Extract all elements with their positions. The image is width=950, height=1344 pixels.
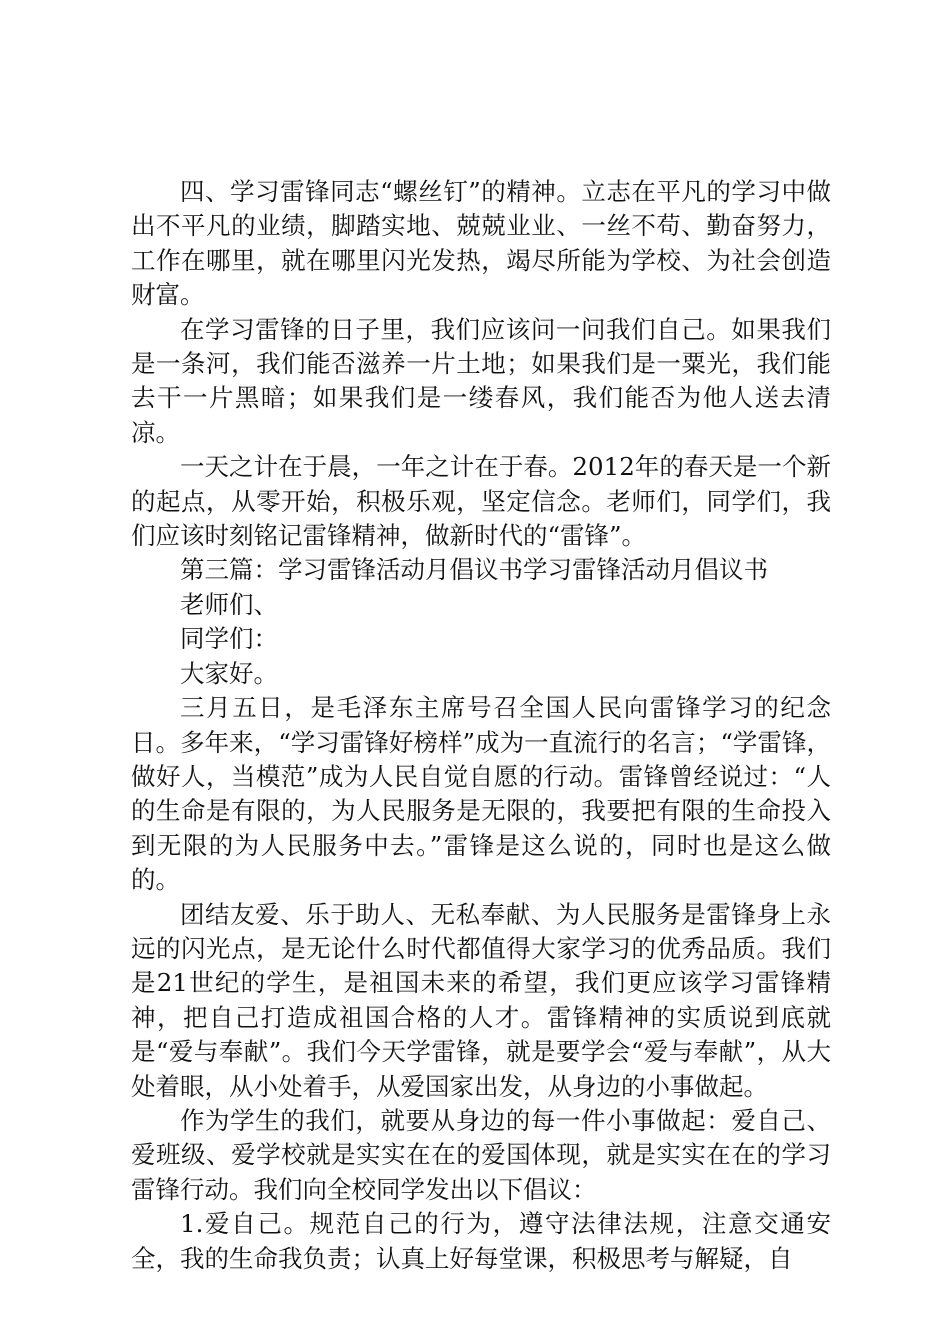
paragraph-point-four: 四、学习雷锋同志“螺丝钉”的精神。立志在平凡的学习中做出不平凡的业绩，脚踏实地、兢兢业业、一丝不苟、勤奋努力，工作在哪里，就在哪里闪光发热，竭尽所能为学校、为社会创造财富。 [131,177,831,310]
salutation-students: 同学们： [180,624,278,654]
paragraph-student-actions: 作为学生的我们，就要从身边的每一件小事做起：爱自己、爱班级、爱学校就是实实在在的爱国体现，就是实实在在的学习雷锋行动。我们向全校同学发出以下倡议： [131,1105,831,1204]
paragraph-spring-start: 一天之计在于晨，一年之计在于春。2012年的春天是一个新的起点，从零开始，积极乐观，坚定信念。老师们，同学们，我们应该时刻铭记雷锋精神，做新时代的“雷锋”。 [131,452,831,551]
paragraph-march-fifth: 三月五日，是毛泽东主席号召全国人民向雷锋学习的纪念日。多年来，“学习雷锋好榜样”成为一直流行的名言；“学雷锋，做好人，当模范”成为人民自觉自愿的行动。雷锋曾经说过：“人的生命是有限的，为人民服务是无限的，我要把有限的生命投入到无限的为人民服务中去。”雷锋是这么说的，同时也是这么做的。 [131,693,831,895]
paragraph-love-yourself: 1.爱自己。规范自己的行为，遵守法律法规，注意交通安全，我的生命我负责；认真上好每堂课，积极思考与解疑，自 [131,1209,831,1273]
section-heading: 第三篇：学习雷锋活动月倡议书学习雷锋活动月倡议书 [180,555,768,585]
paragraph-self-reflection: 在学习雷锋的日子里，我们应该问一问我们自己。如果我们是一条河，我们能否滋养一片土地；如果我们是一粟光，我们能去干一片黑暗；如果我们是一缕春风，我们能否为他人送去清凉。 [131,314,831,447]
document-body [131,175,831,1276]
greeting: 大家好。 [180,658,278,688]
paragraph-lei-feng-spirit: 团结友爱、乐于助人、无私奉献、为人民服务是雷锋身上永远的闪光点，是无论什么时代都值得大家学习的优秀品质。我们是21世纪的学生，是祖国未来的希望，我们更应该学习雷锋精神，把自己打造成祖国合格的人才。雷锋精神的实质说到底就是“爱与奉献”。我们今天学雷锋，就是要学会“爱与奉献”，从大处着眼，从小处着手，从爱国家出发，从身边的小事做起。 [131,899,831,1101]
salutation-teachers: 老师们、 [180,589,278,619]
